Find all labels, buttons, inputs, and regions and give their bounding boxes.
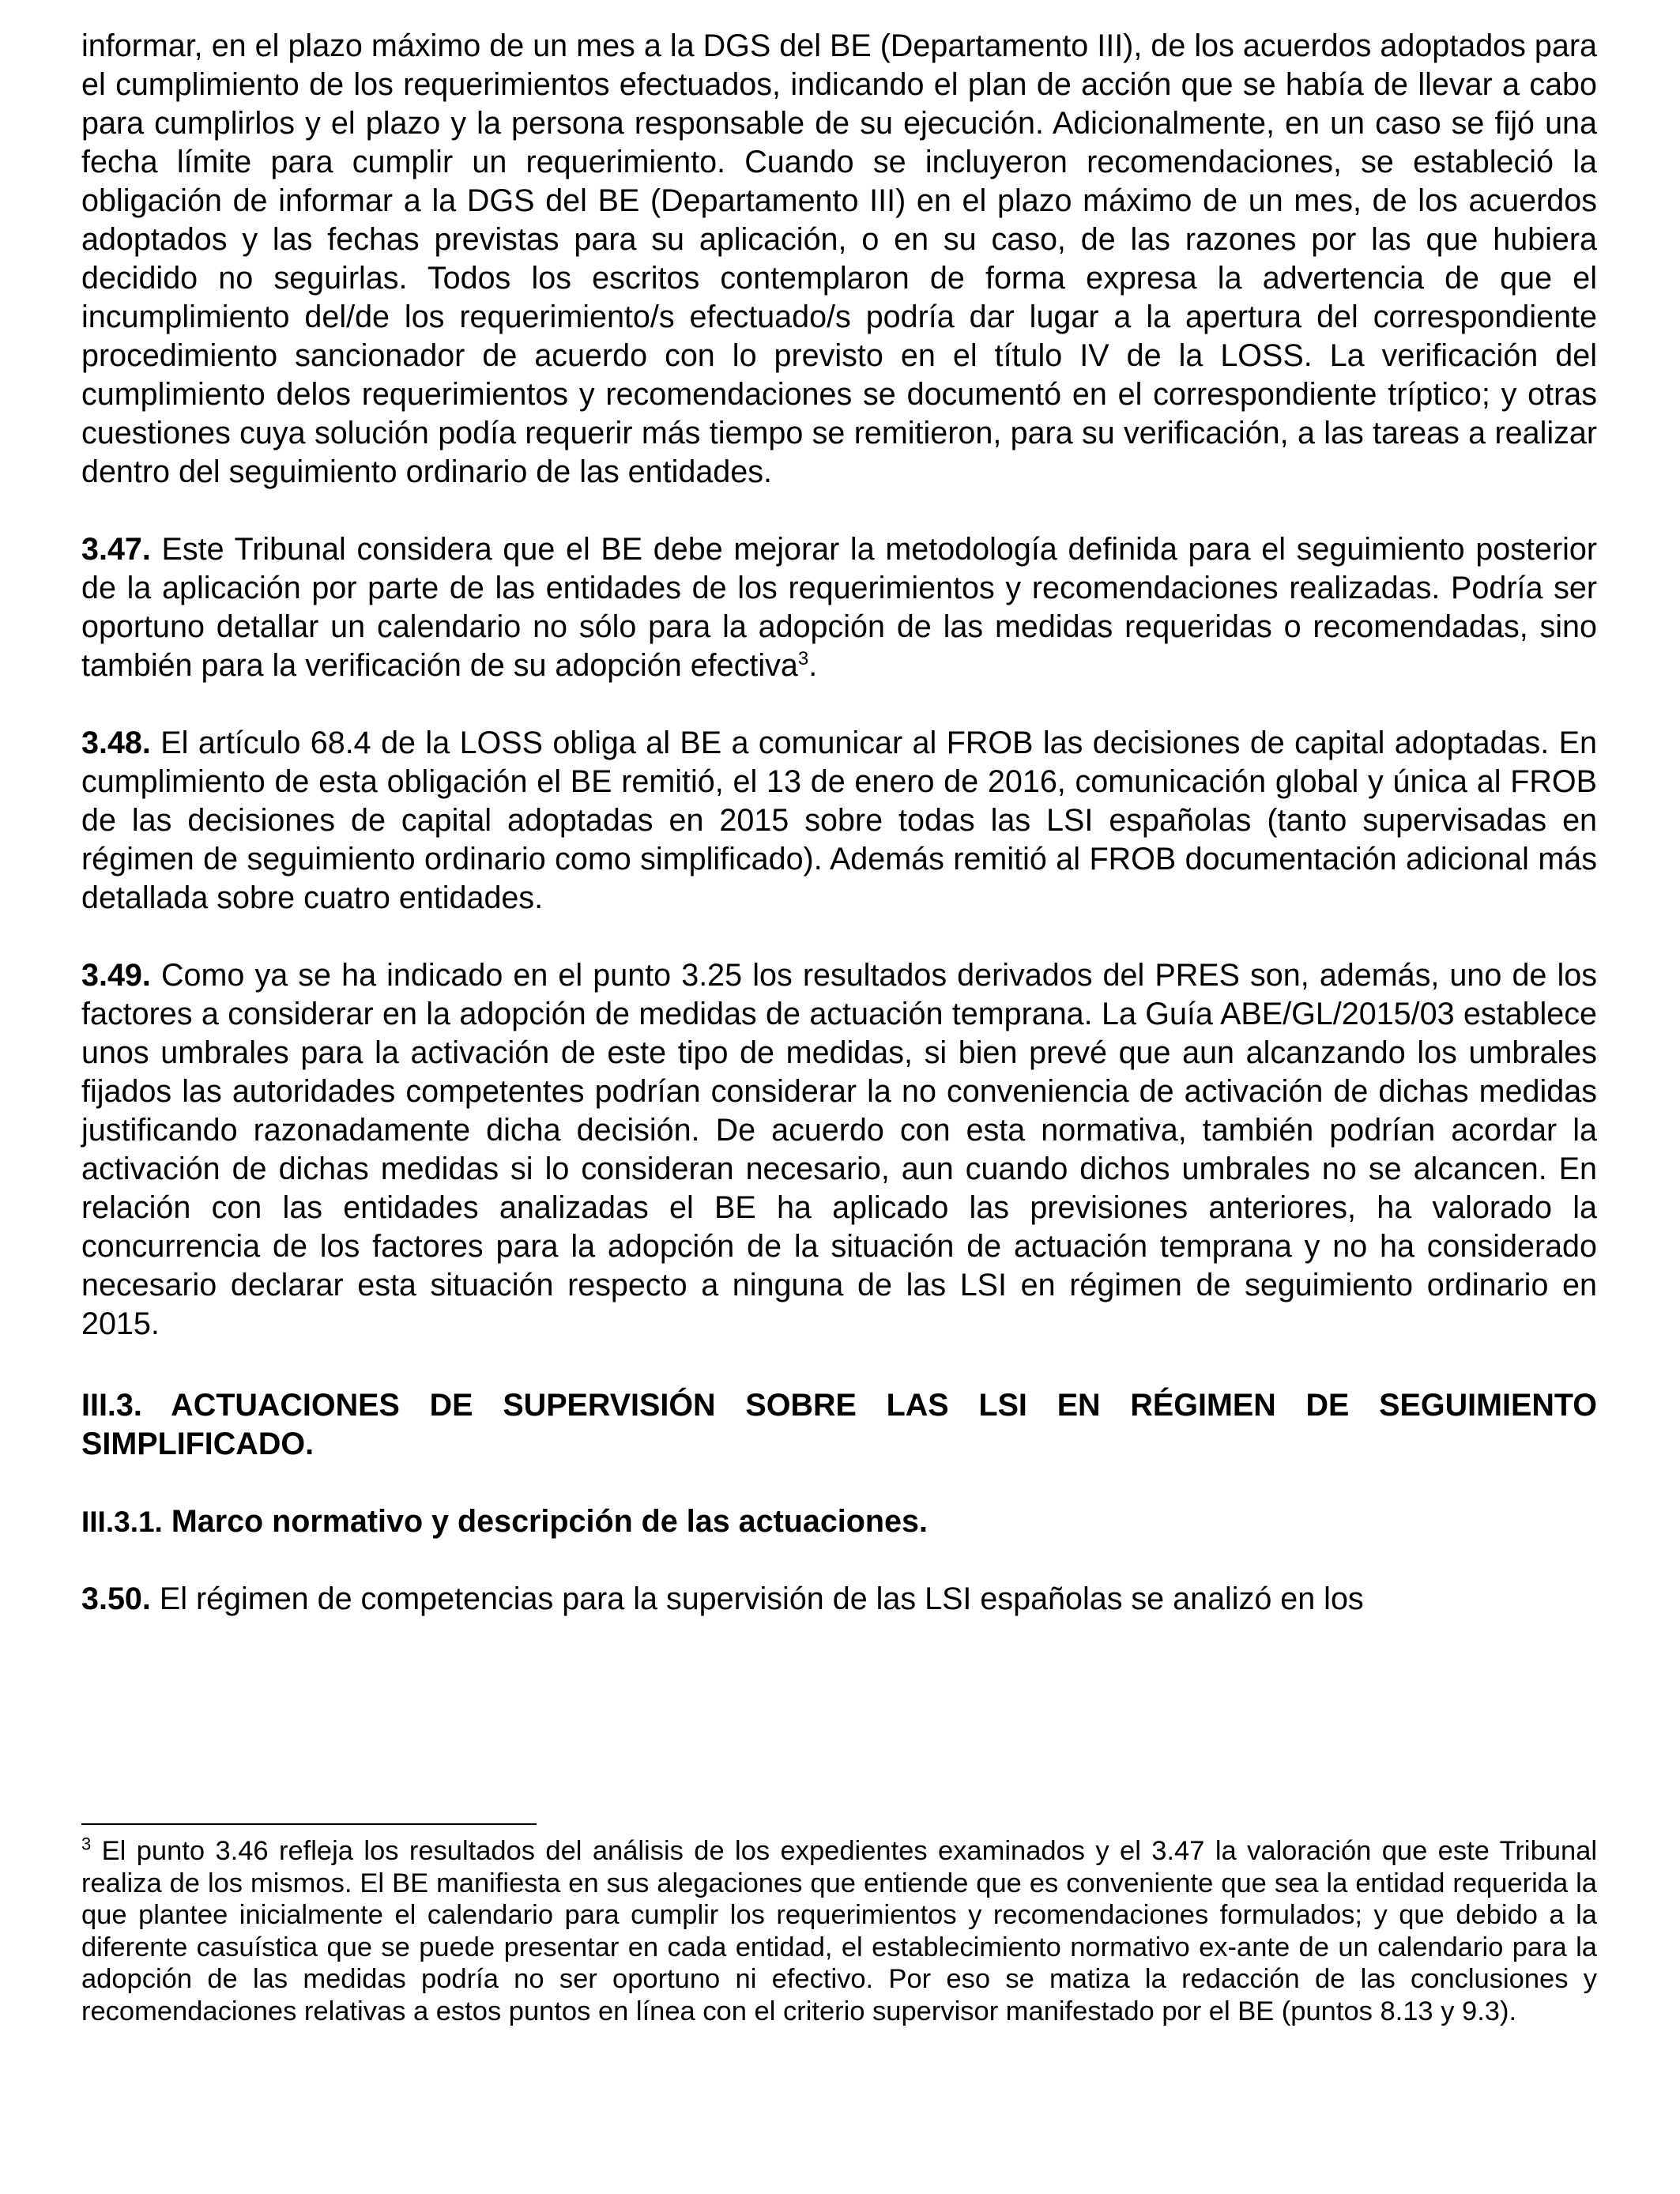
section-heading: III.3. ACTUACIONES DE SUPERVISIÓN SOBRE LAS LSI EN RÉGIMEN DE SEGUIMIENTO SIMPLIFICADO. bbox=[81, 1388, 1597, 1461]
paragraph-number: 3.49. bbox=[81, 958, 151, 993]
paragraph-3-48 bbox=[81, 724, 1597, 918]
footnote-number: 3 bbox=[81, 1834, 92, 1854]
paragraph-end-punctuation: . bbox=[808, 648, 818, 683]
footnote-text: El punto 3.46 refleja los resultados del análisis de los expedientes examinados y el 3.47 la valoración que este Tribunal realiza de los mismos. El BE manifiesta en sus alegaciones que entiende que es conveniente que sea la entidad requerida la que plantee inicialmente el calendario para cumplir los requerimientos y recomendaciones formulados; y que debido a la diferente casuística que se puede presentar en cada entidad, el establecimiento normativo ex-ante de un calendario para la adopción de las medidas podría no ser oportuno ni efectivo. Por eso se matiza la redacción de las conclusiones y recomendaciones relativas a estos puntos en línea con el criterio supervisor manifestado por el BE (puntos 8.13 y 9.3). bbox=[81, 1836, 1598, 2026]
paragraph-text: informar, en el plazo máximo de un mes a la DGS del BE (Departamento III), de los acuerdos adoptados para el cumplimiento de los requerimientos efectuados, indicando el plan de acción que se había de llevar a cabo para cumplirlos y el plazo y la persona responsable de su ejecución. Adicionalmente, en un caso se fijó una fecha límite para cumplir un requerimiento. Cuando se incluyeron recomendaciones, se estableció la obligación de informar a la DGS del BE (Departamento III) en el plazo máximo de un mes, de los acuerdos adoptados y las fechas previstas para su aplicación, o en su caso, de las razones por las que hubiera decidido no seguirlas. Todos los escritos contemplaron de forma expresa la advertencia de que el incumplimiento del/de los requerimiento/s efectuado/s podría dar lugar a la apertura del correspondiente procedimiento sancionador de acuerdo con lo previsto en el título IV de la LOSS. La verificación del cumplimiento delos requerimientos y recomendaciones se documentó en el correspondiente tríptico; y otras cuestiones cuya solución podía requerir más tiempo se remitieron, para su verificación, a las tareas a realizar dentro del seguimiento ordinario de las entidades. bbox=[81, 28, 1597, 489]
document-page bbox=[81, 27, 1597, 1619]
footnote-reference[interactable]: 3 bbox=[797, 647, 809, 669]
paragraph-3-50 bbox=[81, 1580, 1597, 1619]
subsection-number: III.3.1. bbox=[81, 1506, 163, 1538]
footnote-separator bbox=[81, 1823, 537, 1825]
paragraph-text: Como ya se ha indicado en el punto 3.25 los resultados derivados del PRES son, además, uno de los factores a considerar en la adopción de medidas de actuación temprana. La Guía ABE/GL/2015/03 establece unos umbrales para la activación de este tipo de medidas, si bien prevé que aun alcanzando los umbrales fijados las autoridades competentes podrían considerar la no conveniencia de activación de dichas medidas justificando razonadamente dicha decisión. De acuerdo con esta normativa, también podrían acordar la activación de dichas medidas si lo consideran necesario, aun cuando dichos umbrales no se alcancen. En relación con las entidades analizadas el BE ha aplicado las previsiones anteriores, ha valorado la concurrencia de los factores para la adopción de la situación de actuación temprana y no ha considerado necesario declarar esta situación respecto a ninguna de las LSI en régimen de seguimiento ordinario en 2015. bbox=[81, 958, 1597, 1341]
footnote-3 bbox=[81, 1835, 1597, 2027]
paragraph-number: 3.47. bbox=[81, 532, 151, 567]
subsection-title: Marco normativo y descripción de las actuaciones. bbox=[171, 1504, 928, 1539]
paragraph-text: El artículo 68.4 de la LOSS obliga al BE a comunicar al FROB las decisiones de capital adoptadas. En cumplimiento de esta obligación el BE remitió, el 13 de enero de 2016, comunicación global y única al FROB de las decisiones de capital adoptadas en 2015 sobre todas las LSI españolas (tanto supervisadas en régimen de seguimiento ordinario como simplificado). Además remitió al FROB documentación adicional más detallada sobre cuatro entidades. bbox=[81, 726, 1597, 915]
paragraph-text: El régimen de competencias para la supervisión de las LSI españolas se analizó en los bbox=[159, 1581, 1364, 1616]
paragraph-3-49 bbox=[81, 956, 1597, 1344]
subsection-heading bbox=[81, 1502, 1597, 1541]
paragraph-3-47 bbox=[81, 530, 1597, 685]
paragraph-number: 3.50. bbox=[81, 1581, 151, 1616]
paragraph-number: 3.48. bbox=[81, 726, 151, 760]
paragraph-3-46-continuation bbox=[81, 27, 1597, 492]
paragraph-text: Este Tribunal considera que el BE debe mejorar la metodología definida para el seguimiento posterior de la aplicación por parte de las entidades de los requerimientos y recomendaciones realizadas. Podría ser oportuno detallar un calendario no sólo para la adopción de las medidas requeridas o recomendadas, sino también para la verificación de su adopción efectiva bbox=[81, 532, 1597, 683]
